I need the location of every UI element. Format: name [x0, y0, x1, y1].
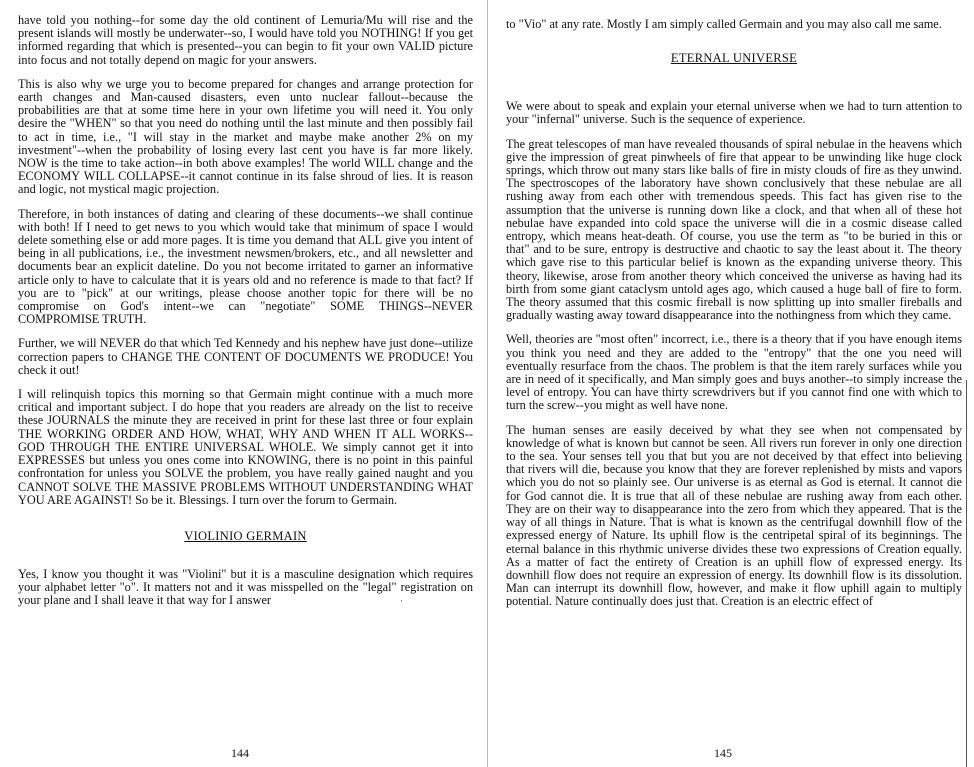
right-paragraph-3: Well, theories are "most often" incorrect, i.e., there is a theory that if you have enough items you think you need and they are added to the "entropy" that the one you need will eventually resurface from the chaos. The problem is that the item rarely surfaces while you are in need of it specifically, and Man simply goes and buys another--to simply increase the level of entropy. You can have thirty screwdrivers but if you cannot find one with which to turn the screw--you might as well have none.: [506, 332, 962, 413]
section-heading-violinio-germain: VIOLINIO GERMAIN: [184, 528, 307, 543]
right-paragraph-1: We were about to speak and explain your eternal universe when we had to turn attention to your "infernal" universe. Such is the sequence of experience.: [506, 99, 962, 127]
left-paragraph-4: Further, we will NEVER do that which Ted Kennedy and his nephew have just done--utilize correction papers to CHANGE THE CONTENT OF DOCUMENTS WE PRODUCE! You check it out!: [18, 336, 473, 377]
right-page: [487, 0, 974, 767]
right-paragraph-2: The great telescopes of man have revealed thousands of spiral nebulae in the heavens which give the impression of great pinwheels of fire that appear to be unwinding like huge clock springs, which throw out many stars like balls of fire in misty clouds of fire as they unwind. The spectroscopes of the laboratory have shown conclusively that these nebulae are all rushing away from each other with tremendous speeds. This fact has given rise to the assumption that the universe is running down like a clock, and that when all of these hot nebulae have expanded into cold space the universe will die in a cosmic disease called entropy, which means heat-death. Of course, you use the term as "to be buried in this or that" and to be sure, entropy is destructive and chaotic to say the least about it. The theory which gave rise to this particular belief is known as the expanding universe theory. This theory, likewise, arose from another theory which conceived the universe as having had its birth from some giant cataclysm untold ages ago, which caused a huge ball of fire to form. The theory assumed that this cosmic fireball is now splitting up into smaller fireballs and gradually wasting away toward disappearance into the nothingness from which they came.: [506, 136, 962, 323]
section-heading-eternal-universe: ETERNAL UNIVERSE: [670, 51, 798, 66]
right-opening-line: to "Vio" at any rate. Mostly I am simply called Germain and you may also call me same.: [506, 17, 942, 31]
page-number-right: 145: [714, 746, 732, 760]
left-paragraph-after-heading: Yes, I know you thought it was "Violini" but it is a masculine designation which requires your alphabet letter "o". It matters not and it was misspelled on the "legal" registration on your plane and I shall leave it that way for I answer: [18, 566, 473, 608]
left-paragraph-3: Therefore, in both instances of dating and clearing of these documents--we shall continue with both! If I need to get news to you which would take that minimum of space I would delete something else or add more pages. It is time you demand that ALL give you intent of being in all publications, i.e., the investment newsmen/brokers, etc., and all newsletter and documents bear an explicit dateline. Do you not become irritated to garner an informative article only to have to calculate that it is years old and no reference is made to that fact? If you are to "pick" at our writings, please choose another topic for there will be no compromise on God's intent--we can "negotiate" SOME THINGS--NEVER COMPROMISE TRUTH.: [18, 206, 473, 327]
left-paragraph-2: This is also why we urge you to become prepared for changes and arrange protection for earth changes and Man-caused disasters, even unto nuclear fallout--because the probabilities are that at some time here in your own lifetime you will need it. You only desire the "WHEN" so that you need do nothing until the last minute and then possibly fail to act in time, i.e., "I will stay in the market and maybe make another 2% on my investment"--when the probability of losing every last cent you have is far more likely. NOW is the time to take action--in both above examples! The world WILL change and the ECONOMY WILL COLLAPSE--it cannot continue in its false shroud of lies. It is reason and logic, not mystical magic projection.: [18, 76, 473, 197]
left-paragraph-1: have told you nothing--for some day the old continent of Lemuria/Mu will rise and the present islands will mostly be underwater--so, I would have told you NOTHING! If you get informed regarding that which is presented--you can begin to fit your own VALID picture into focus and not totally depend on magic for your answers.: [18, 13, 473, 67]
page-edge-line: [966, 380, 967, 767]
right-paragraph-4: The human senses are easily deceived by what they see when not compensated by knowledge of what is known but cannot be seen. All rivers run forever in only one direction to the sea. Your senses tell you that but you are not deceived by that effect into believing that rivers will die, because you know that they are forever replenished by mists and vapors which you do not so plainly see. Our universe is as eternal as God is eternal. It cannot die for God cannot die. It is true that all of these nebulae are rushing away from each other. They are on their way to disappearance into the zero from which they appeared. That is the way of all things in Nature. That is what is known as the centrifugal downhill flow of the expressed energy of Nature. Its uphill flow is the centripetal spiral of its beginnings. The eternal balance in this rhythmic universe divides these two expressions of Creation equally. As a matter of fact the entirety of Creation is an uphill flow of expressed energy. Its downhill flow does not require an expression of energy. Its downhill flow is its dissolution. Man can interrupt its downhill flow, however, and make it flow uphill again to multiply potential. Nature continually does just that. Creation is an electric effect of: [506, 422, 962, 609]
page-number-left: 144: [231, 746, 249, 760]
left-paragraph-5: I will relinquish topics this morning so that Germain might continue with a much more critical and important subject. I do hope that you readers are already on the list to receive these JOURNALS the minute they are received in print for these last three or four explain THE WORKING ORDER AND HOW, WHAT, WHY AND WHEN IT ALL WORKS--GOD THROUGH THE ENTIRE UNIVERSAL WHOLE. We simply cannot get it into EXPRESSES but unless you ones come into KNOWING, there is no point in this painful confrontation for unless you SOLVE the problem, you have really gained naught and you CANNOT SOLVE THE MASSIVE PROBLEMS WITHOUT UNDERSTANDING WHAT YOU ARE AGAINST! So be it. Blessings. I turn over the forum to Germain.: [18, 387, 473, 507]
stray-mark: ·: [400, 596, 403, 606]
